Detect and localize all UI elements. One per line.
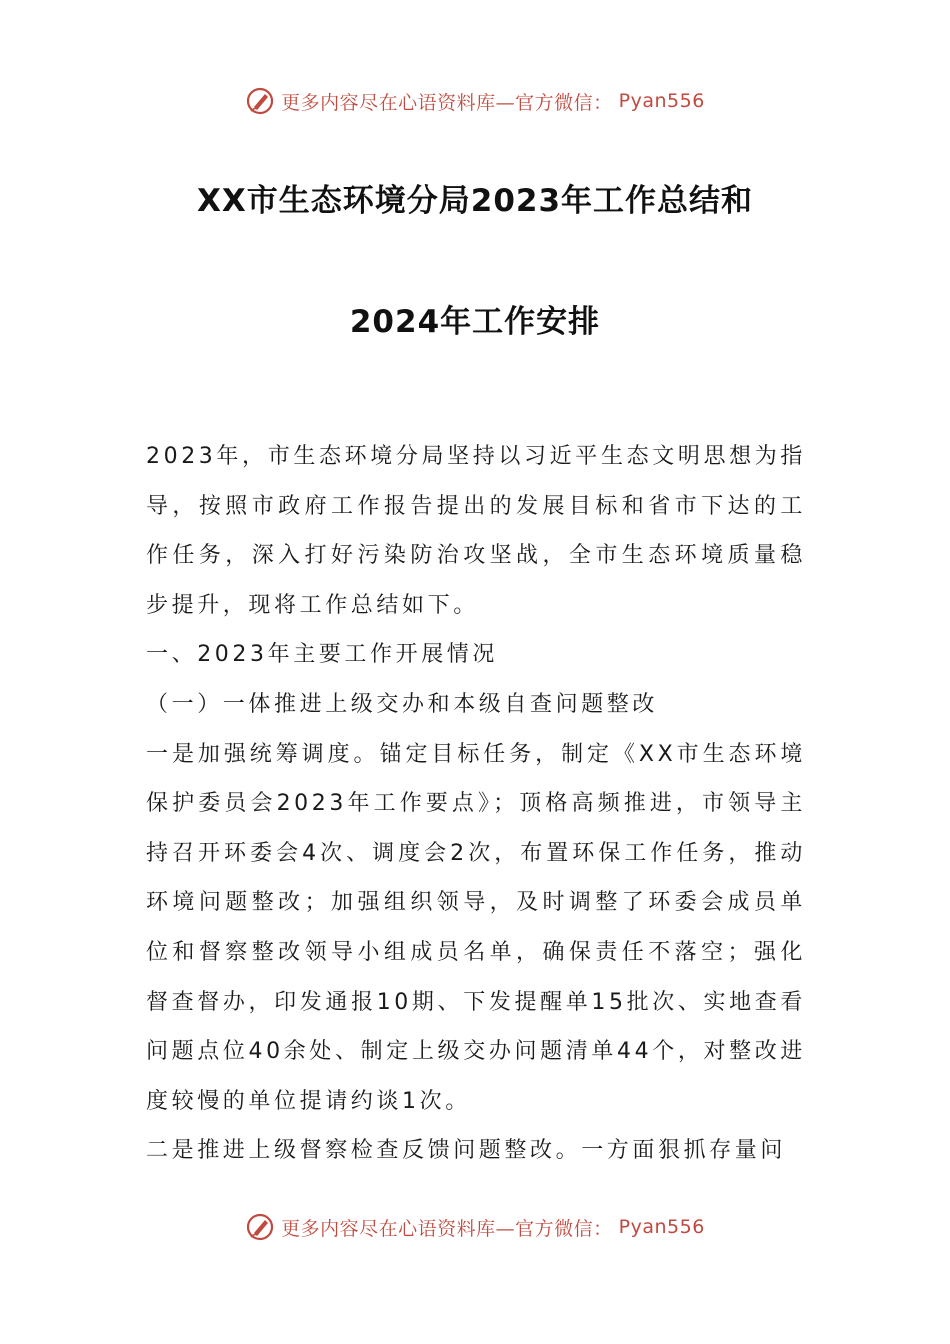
section-heading: 一、2023年主要工作开展情况 — [146, 642, 498, 668]
header-watermark — [0, 86, 950, 121]
paragraph-item-1: 一是加强统筹调度。锚定目标任务，制定《XX市生态环境保护委员会2023年工作要点》；顶格高频推进，市领导主持召开环委会4次、调度会2次，布置环保工作任务，推动环境问题整改；加强组织领导，及时调整了环委会成员单位和督察整改领导小组成员名单，确保责任不落空；强化督查督办，印发通报10期、下发提醒单15批次、实地查看问题点位40余处、制定上级交办问题清单44个，对整改进度较慢的单位提请约谈1次。 — [146, 741, 806, 1114]
footer-watermark — [0, 1212, 950, 1247]
watermark-wechat-id: Pyan556 — [618, 90, 705, 112]
paragraph-item-2: 二是推进上级督察检查反馈问题整改。一方面狠抓存量问 — [146, 1138, 787, 1164]
document-body — [146, 432, 806, 1176]
document-title-line-1: XX市生态环境分局2023年工作总结和 — [196, 183, 754, 219]
subsection-heading: （一）一体推进上级交办和本级自查问题整改 — [146, 691, 659, 717]
watermark-text: 更多内容尽在心语资料库—官方微信： — [281, 91, 613, 114]
paragraph-intro: 2023年，市生态环境分局坚持以习近平生态文明思想为指导，按照市政府工作报告提出的发展目标和省市下达的工作任务，深入打好污染防治攻坚战，全市生态环境质量稳步提升，现将工作总结如下。 — [146, 444, 806, 618]
watermark-wechat-id: Pyan556 — [618, 1216, 705, 1238]
pen-circle-logo-icon — [245, 86, 275, 116]
document-title-line-2: 2024年工作安排 — [349, 304, 601, 340]
pen-circle-logo-icon — [245, 1212, 275, 1242]
watermark-text: 更多内容尽在心语资料库—官方微信： — [281, 1217, 613, 1240]
